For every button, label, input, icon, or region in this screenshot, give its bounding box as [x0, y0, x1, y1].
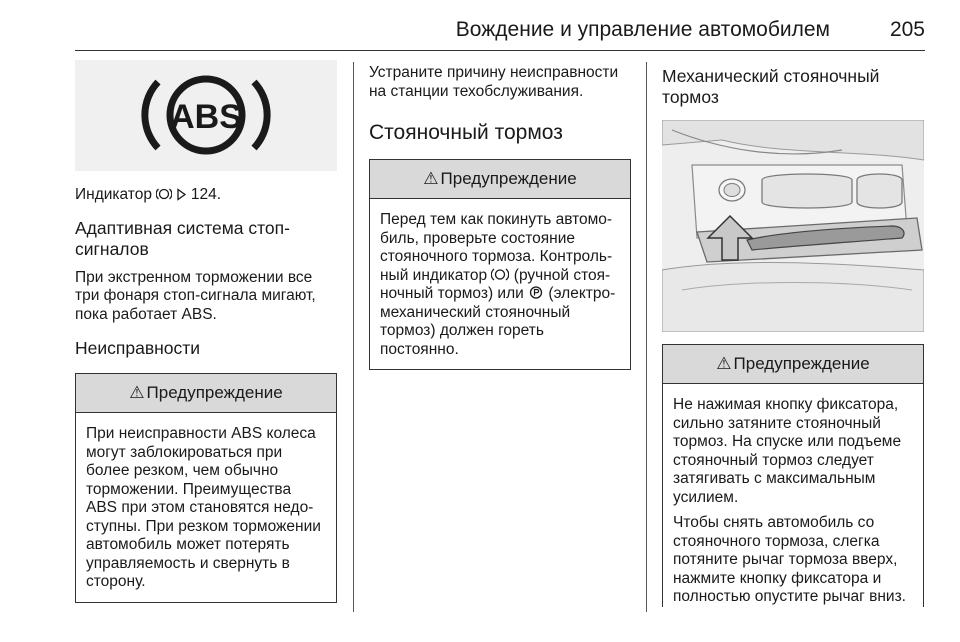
warning-text-2: Чтобы снять автомобиль со стояночного тормоза, слегка потяните рычаг тормоза вверх, нажмите кнопку фиксатора и полностью опустите рычаг вниз.	[673, 514, 906, 605]
warning-box-abs	[75, 373, 337, 603]
abs-figure	[75, 60, 337, 171]
abs-icon-text: ABS	[170, 98, 242, 136]
column-divider	[646, 62, 647, 612]
abs-small-icon	[156, 187, 172, 201]
warning-triangle-icon: ⚠	[129, 383, 145, 402]
brake-indicator-icon	[491, 267, 509, 282]
warning-header: ⚠ Предупреждение	[76, 374, 336, 413]
warning-header: ⚠ Предупреждение	[663, 345, 923, 384]
indicator-reference: Индикатор 124.	[75, 186, 222, 203]
warning-header: ⚠ Предупреждение	[370, 160, 630, 199]
warning-text: При неисправности ABS колеса могут заблокироваться при более резком, чем обычно торможении. Преимущества ABS при этом становятся недо-ступны. При резком торможении автомобиль может потерять управляемость и свернуть в сторону.	[86, 425, 321, 590]
header-title: Вождение и управление автомобилем	[455, 18, 830, 41]
para-service: Устраните причину неисправности на станции техобслуживания.	[369, 64, 619, 100]
warning-box-mechanical	[662, 344, 924, 607]
indicator-page-ref[interactable]: 124.	[190, 186, 222, 203]
heading-faults: Неисправности	[75, 338, 201, 358]
heading-adaptive-brake-lights: Адаптивная система стоп-сигналов	[75, 217, 290, 259]
warning-triangle-icon: ⚠	[716, 354, 732, 373]
warning-box-parking	[369, 159, 631, 370]
column-3	[662, 60, 924, 607]
column-1	[75, 60, 337, 603]
warning-text-1: Не нажимая кнопку фиксатора, сильно затяните стояночный тормоз. На спуске или подъеме стояночный тормоз следует затягивать с максимальным усилием.	[673, 396, 902, 506]
column-2	[369, 60, 631, 370]
abs-indicator-icon	[75, 60, 337, 171]
warning-text: Перед тем как покинуть автомо-биль, проверьте состояние стояночного тормоза. Контроль-ный индикатор (ручной стоя-ночный тормоз) или (электро-механический стояночный тормоз) должен гореть постоянно.	[380, 211, 616, 358]
column-divider	[353, 62, 354, 612]
warning-triangle-icon: ⚠	[423, 169, 439, 188]
parking-brake-lever-image	[662, 120, 924, 332]
heading-mechanical-parking-brake: Механический стояночный тормоз	[662, 66, 880, 107]
heading-parking-brake: Стояночный тормоз	[369, 121, 563, 144]
reference-arrow-icon[interactable]	[177, 188, 187, 201]
parking-brake-indicator-icon	[528, 285, 544, 300]
page-header	[75, 0, 925, 51]
page-number: 205	[889, 18, 925, 41]
para-adaptive-brake-lights: При экстренном торможении все три фонаря стоп-сигнала мигают, пока работает ABS.	[75, 268, 316, 323]
